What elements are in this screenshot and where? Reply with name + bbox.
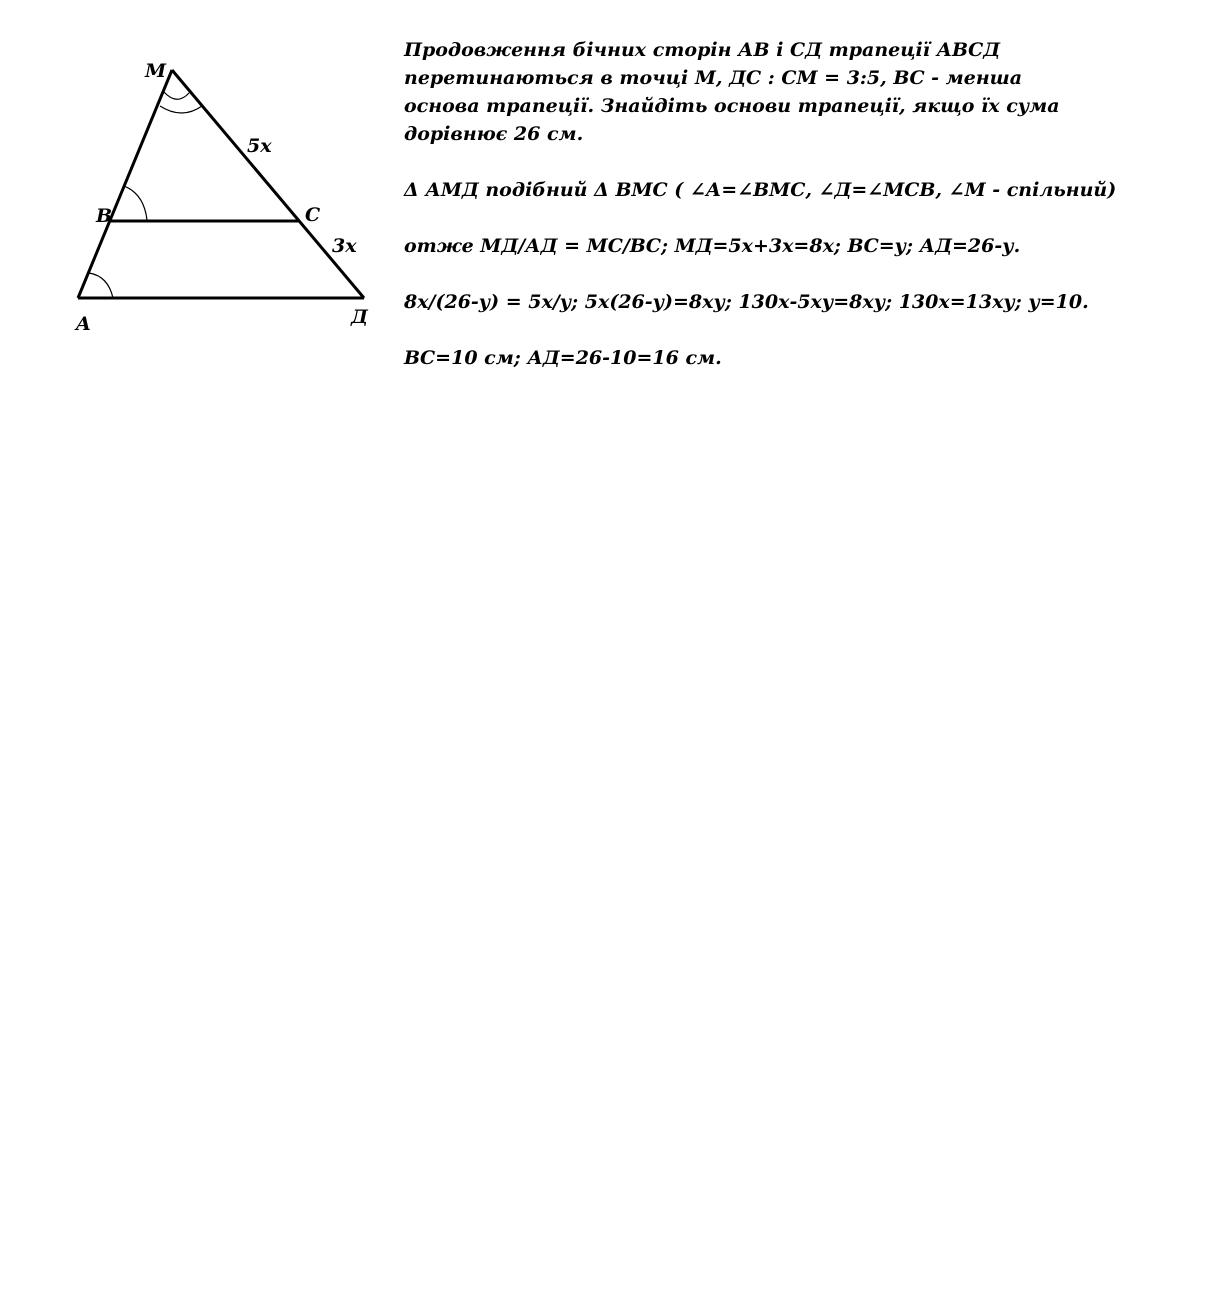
problem-line: основа трапеції. Знайдіть основи трапеції, якщо їх сума xyxy=(404,95,1060,117)
problem-line: Продовження бічних сторін АВ і СД трапеції АВСД xyxy=(404,39,1001,61)
answer-statement: ВС=10 см; АД=26-10=16 см. xyxy=(404,347,722,369)
vertex-label-m: M xyxy=(145,60,167,82)
similarity-statement: Δ АМД подібний Δ ВМС ( ∠А=∠ВМС, ∠Д=∠МСВ, ∠М - спільний) xyxy=(404,179,1117,201)
side-ma xyxy=(78,70,172,298)
problem-line: дорівнює 26 см. xyxy=(404,123,584,145)
angle-arc-a xyxy=(89,273,113,298)
angle-arc-b xyxy=(124,186,147,220)
equation-statement: 8х/(26-у) = 5х/у; 5х(26-у)=8ху; 130х-5ху=8ху; 130х=13ху; у=10. xyxy=(404,291,1089,313)
angle-arc-m-outer xyxy=(160,106,202,113)
vertex-label-b: B xyxy=(96,205,113,227)
vertex-label-c: C xyxy=(305,204,321,226)
vertex-label-d: Д xyxy=(351,306,368,328)
trapezoid-diagram xyxy=(0,0,400,360)
ratio-statement: отже МД/АД = МС/ВС; МД=5х+3х=8х; ВС=у; АД=26-у. xyxy=(404,235,1021,257)
segment-label-mc: 5x xyxy=(247,135,272,157)
side-md xyxy=(172,70,364,298)
solution-text xyxy=(404,36,1204,372)
vertex-label-a: A xyxy=(76,313,91,335)
problem-line: перетинаються в точці М, ДС : СМ = 3:5, ВС - менша xyxy=(404,67,1023,89)
segment-label-cd: 3x xyxy=(332,235,357,257)
angle-arc-m-inner xyxy=(164,92,189,99)
